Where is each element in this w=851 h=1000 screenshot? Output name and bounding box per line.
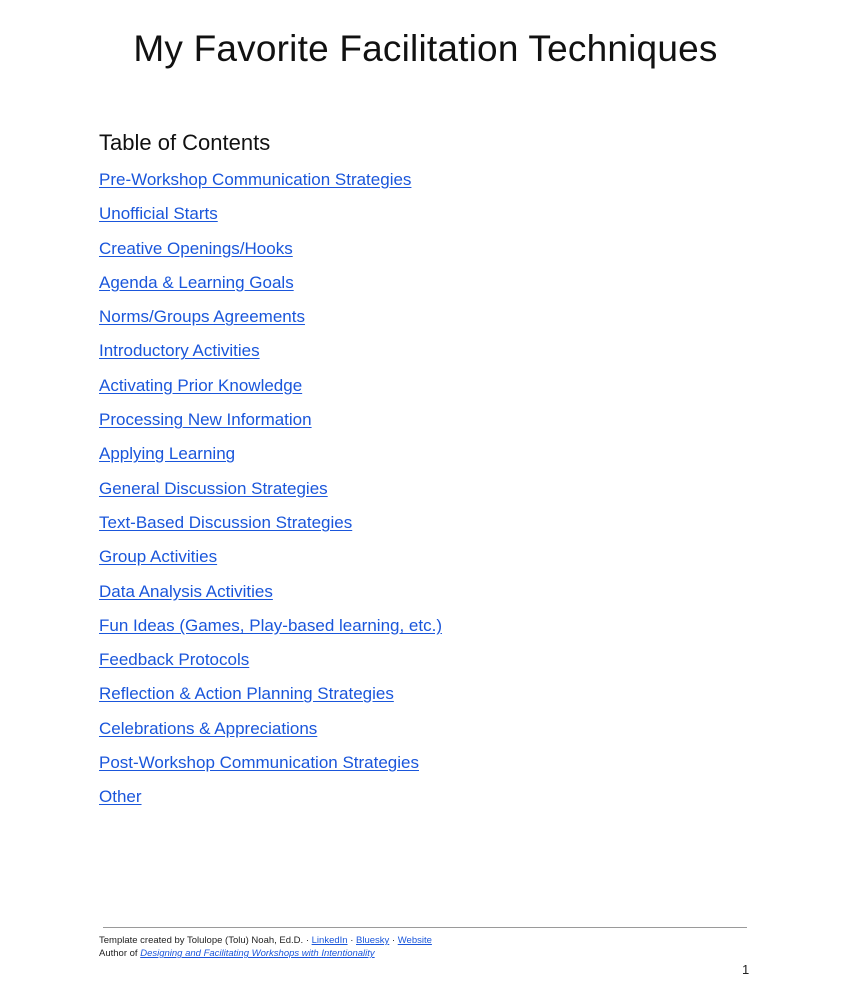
footer-divider — [103, 927, 747, 928]
toc-link-reflection-action-planning[interactable]: Reflection & Action Planning Strategies — [99, 684, 394, 704]
toc-link-general-discussion[interactable]: General Discussion Strategies — [99, 478, 328, 498]
toc-item — [99, 751, 442, 785]
toc-link-other[interactable]: Other — [99, 787, 142, 807]
toc-link-unofficial-starts[interactable]: Unofficial Starts — [99, 204, 218, 224]
toc-item — [99, 511, 442, 545]
toc-item — [99, 202, 442, 236]
page-number: 1 — [742, 962, 750, 977]
toc-item — [99, 339, 442, 373]
footer-separator: · — [347, 935, 357, 946]
footer-author-prefix: Author of — [99, 948, 141, 959]
toc-link-text-based-discussion[interactable]: Text-Based Discussion Strategies — [99, 512, 353, 532]
toc-item — [99, 682, 442, 716]
toc-link-celebrations[interactable]: Celebrations & Appreciations — [99, 718, 318, 738]
toc-link-feedback-protocols[interactable]: Feedback Protocols — [99, 650, 250, 670]
toc-link-fun-ideas[interactable]: Fun Ideas (Games, Play-based learning, etc.) — [99, 615, 442, 635]
toc-item — [99, 305, 442, 339]
toc-item — [99, 785, 442, 819]
toc-link-processing-new-information[interactable]: Processing New Information — [99, 410, 312, 430]
toc-link-applying-learning[interactable]: Applying Learning — [99, 444, 236, 464]
linkedin-link[interactable]: LinkedIn — [311, 935, 348, 946]
toc-link-activating-prior-knowledge[interactable]: Activating Prior Knowledge — [99, 375, 303, 395]
toc-link-group-activities[interactable]: Group Activities — [99, 547, 218, 567]
toc-link-creative-openings[interactable]: Creative Openings/Hooks — [99, 238, 293, 258]
toc-item — [99, 237, 442, 271]
document-title: My Favorite Facilitation Techniques — [133, 28, 718, 69]
toc-item — [99, 442, 442, 476]
toc-item — [99, 717, 442, 751]
footer-separator: · — [389, 935, 398, 946]
toc-link-pre-workshop-communication[interactable]: Pre-Workshop Communication Strategies — [99, 170, 412, 189]
toc-item — [99, 477, 442, 511]
footer-credit: Template created by Tolulope (Tolu) Noah, Ed.D. · — [99, 935, 312, 946]
toc-item — [99, 545, 442, 579]
footer-credit-line — [99, 934, 432, 947]
book-title-link[interactable]: Designing and Facilitating Workshops with Intentionality — [140, 948, 375, 959]
toc-item — [99, 374, 442, 408]
toc-item — [99, 271, 442, 305]
footer-author-line — [99, 947, 432, 960]
footer — [99, 934, 432, 960]
toc-link-introductory-activities[interactable]: Introductory Activities — [99, 341, 260, 361]
toc-heading: Table of Contents — [99, 130, 271, 155]
toc-link-data-analysis[interactable]: Data Analysis Activities — [99, 581, 273, 601]
toc-item — [99, 408, 442, 442]
website-link[interactable]: Website — [397, 935, 432, 946]
bluesky-link[interactable]: Bluesky — [356, 935, 390, 946]
toc-item — [99, 168, 442, 202]
toc-item — [99, 580, 442, 614]
toc-link-norms-agreements[interactable]: Norms/Groups Agreements — [99, 307, 305, 327]
toc-item — [99, 648, 442, 682]
table-of-contents — [99, 168, 442, 820]
toc-link-agenda-learning-goals[interactable]: Agenda & Learning Goals — [99, 272, 294, 292]
toc-item — [99, 614, 442, 648]
toc-link-post-workshop-communication[interactable]: Post-Workshop Communication Strategies — [99, 753, 419, 773]
